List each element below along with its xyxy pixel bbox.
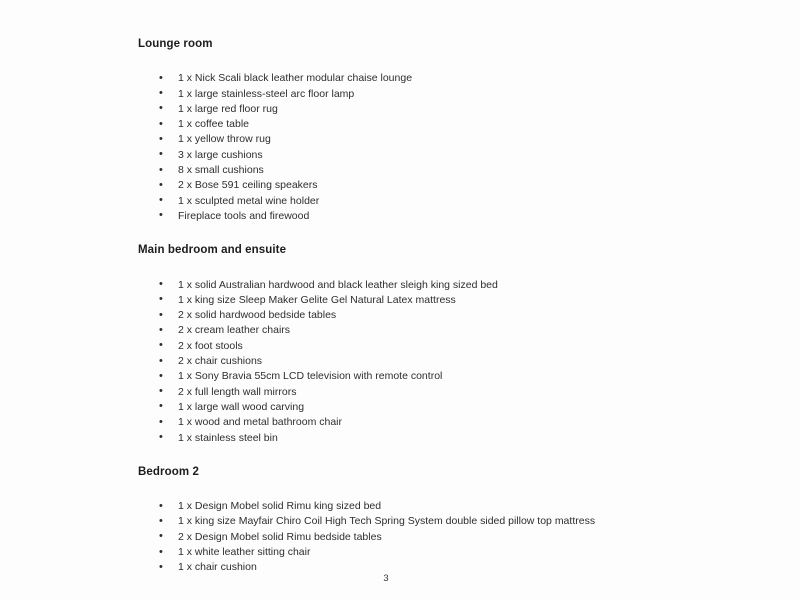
list-item bbox=[138, 163, 698, 178]
bullet-icon: • bbox=[159, 415, 163, 428]
list-item bbox=[138, 369, 698, 384]
section-heading: Lounge room bbox=[138, 38, 213, 50]
list-item bbox=[138, 71, 698, 86]
list-item-text: 1 x Nick Scali black leather modular chaise lounge bbox=[178, 72, 413, 85]
list-item-text: 1 x white leather sitting chair bbox=[178, 546, 311, 559]
bullet-icon: • bbox=[159, 369, 163, 382]
list-item-text: 1 x stainless steel bin bbox=[178, 431, 278, 444]
list-item bbox=[138, 431, 698, 446]
list-item-text: 1 x wood and metal bathroom chair bbox=[178, 416, 343, 429]
bullet-icon: • bbox=[159, 194, 163, 207]
bullet-icon: • bbox=[159, 71, 163, 84]
bullet-icon: • bbox=[159, 178, 163, 191]
list-item-text: 2 x Design Mobel solid Rimu bedside tables bbox=[178, 530, 382, 543]
section-heading: Bedroom 2 bbox=[138, 465, 199, 478]
list-item bbox=[138, 132, 698, 147]
bullet-icon: • bbox=[159, 163, 163, 176]
list-item bbox=[138, 209, 698, 224]
list-item-text: 1 x sculpted metal wine holder bbox=[178, 194, 320, 207]
list-item bbox=[138, 293, 698, 308]
inventory-list bbox=[138, 499, 698, 575]
list-item bbox=[138, 339, 698, 354]
list-item bbox=[138, 499, 698, 514]
list-item bbox=[138, 194, 698, 209]
bullet-icon: • bbox=[159, 148, 163, 161]
list-item bbox=[138, 400, 698, 415]
bullet-icon: • bbox=[159, 530, 163, 543]
list-item bbox=[138, 354, 698, 369]
list-item-text: 2 x foot stools bbox=[178, 339, 243, 352]
list-item-text: 2 x full length wall mirrors bbox=[178, 385, 297, 398]
bullet-icon: • bbox=[159, 431, 163, 444]
list-item bbox=[138, 117, 698, 132]
list-item bbox=[138, 87, 698, 102]
inventory-list bbox=[138, 71, 698, 224]
bullet-icon: • bbox=[159, 132, 163, 145]
list-item-text: 2 x Bose 591 ceiling speakers bbox=[178, 179, 318, 192]
bullet-icon: • bbox=[159, 87, 163, 100]
list-item-text: 1 x Design Mobel solid Rimu king sized bed bbox=[178, 500, 382, 513]
list-item-text: 1 x large red floor rug bbox=[178, 102, 278, 115]
bullet-icon: • bbox=[159, 209, 163, 222]
list-item-text: 1 x chair cushion bbox=[178, 561, 257, 574]
list-item bbox=[138, 178, 698, 193]
inventory-sections bbox=[138, 37, 698, 595]
inventory-list bbox=[138, 278, 698, 446]
list-item-text: Fireplace tools and firewood bbox=[178, 209, 310, 222]
list-item-text: 2 x solid hardwood bedside tables bbox=[178, 309, 337, 322]
bullet-icon: • bbox=[159, 385, 163, 398]
list-item-text: 1 x solid Australian hardwood and black leather sleigh king sized bed bbox=[178, 278, 498, 291]
bullet-icon: • bbox=[159, 102, 163, 115]
list-item-text: 1 x coffee table bbox=[178, 118, 250, 131]
page-number: 3 bbox=[383, 573, 389, 584]
bullet-icon: • bbox=[159, 560, 163, 573]
bullet-icon: • bbox=[159, 308, 163, 321]
list-item-text: 2 x cream leather chairs bbox=[178, 324, 291, 337]
bullet-icon: • bbox=[159, 499, 163, 512]
bullet-icon: • bbox=[159, 323, 163, 336]
list-item bbox=[138, 385, 698, 400]
list-item bbox=[138, 148, 698, 163]
list-item-text: 1 x yellow throw rug bbox=[178, 133, 271, 146]
list-item-text: 2 x chair cushions bbox=[178, 355, 263, 368]
list-item-text: 1 x large wall wood carving bbox=[178, 400, 305, 413]
list-item-text: 1 x large stainless-steel arc floor lamp bbox=[178, 87, 355, 100]
section-heading: Main bedroom and ensuite bbox=[138, 244, 287, 257]
bullet-icon: • bbox=[159, 545, 163, 558]
list-item bbox=[138, 545, 698, 560]
list-item bbox=[138, 415, 698, 430]
list-item bbox=[138, 323, 698, 338]
list-item bbox=[138, 514, 698, 529]
bullet-icon: • bbox=[159, 514, 163, 527]
bullet-icon: • bbox=[159, 339, 163, 352]
list-item bbox=[138, 560, 698, 575]
list-item-text: 3 x large cushions bbox=[178, 148, 263, 161]
bullet-icon: • bbox=[159, 293, 163, 306]
list-item bbox=[138, 308, 698, 323]
list-item bbox=[138, 530, 698, 545]
list-item-text: 1 x Sony Bravia 55cm LCD television with remote control bbox=[178, 370, 443, 383]
list-item bbox=[138, 278, 698, 293]
list-item-text: 1 x king size Mayfair Chiro Coil High Tech Spring System double sided pillow top mattress bbox=[178, 515, 596, 528]
bullet-icon: • bbox=[159, 354, 163, 367]
bullet-icon: • bbox=[159, 278, 163, 291]
bullet-icon: • bbox=[159, 400, 163, 413]
list-item-text: 1 x king size Sleep Maker Gelite Gel Natural Latex mattress bbox=[178, 293, 456, 306]
list-item-text: 8 x small cushions bbox=[178, 164, 264, 177]
list-item bbox=[138, 102, 698, 117]
bullet-icon: • bbox=[159, 117, 163, 130]
